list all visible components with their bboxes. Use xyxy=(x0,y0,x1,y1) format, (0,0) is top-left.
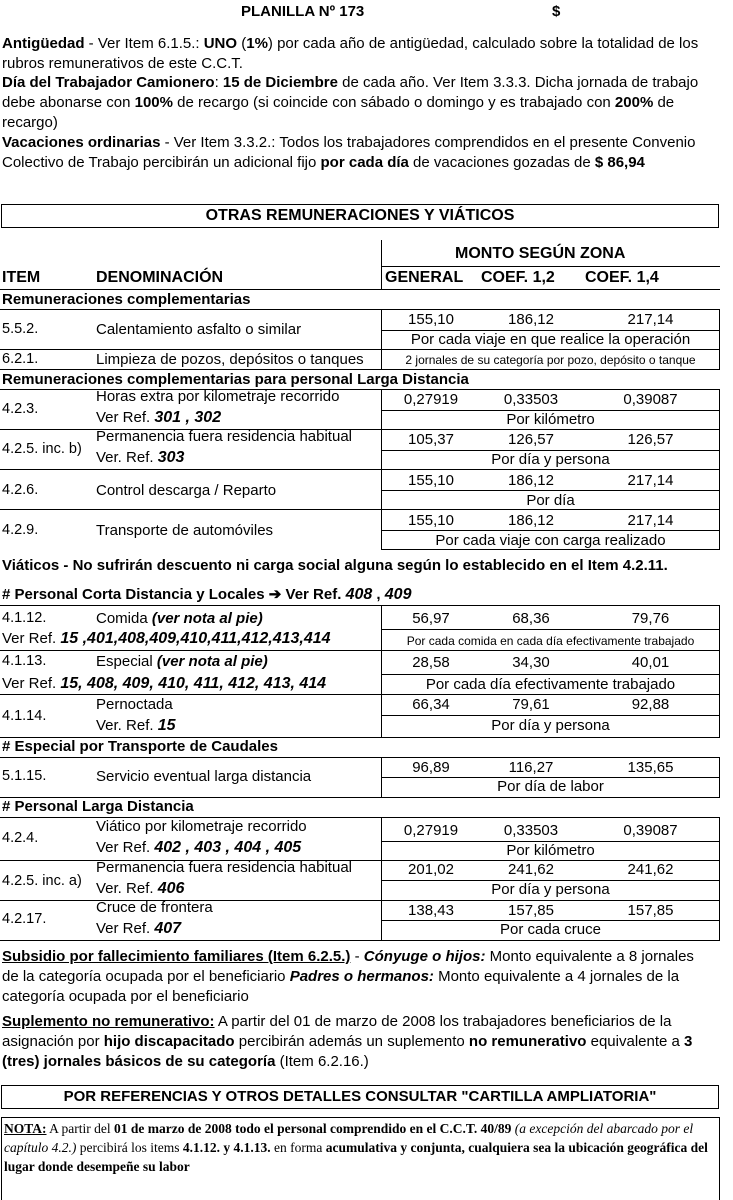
col-general-header: GENERAL xyxy=(385,269,464,286)
value-general: 96,89 xyxy=(412,759,450,776)
item-denominacion: Permanencia fuera residencia habitual xyxy=(96,859,352,876)
item-code: 6.2.1. xyxy=(2,351,39,367)
item-ref: Ver Ref. 15 ,401,408,409,410,411,412,413,414 xyxy=(2,630,331,647)
value-coef14: 157,85 xyxy=(627,902,674,919)
value-general: 105,37 xyxy=(408,431,454,448)
value-coef14: 126,57 xyxy=(627,431,674,448)
value-coef14: 79,76 xyxy=(631,610,670,627)
item-code: 4.2.6. xyxy=(2,482,39,498)
table-title-box xyxy=(1,204,719,228)
value-coef12: 126,57 xyxy=(508,431,554,448)
item-note: Por kilómetro xyxy=(506,411,595,428)
item-denominacion: Control descarga / Reparto xyxy=(96,482,277,499)
value-general: 56,97 xyxy=(412,610,450,627)
section-personal-larga-distancia: # Personal Larga Distancia xyxy=(2,798,194,815)
item-ref: Ver. Ref. 303 xyxy=(96,449,185,466)
item-denominacion: Limpieza de pozos, depósitos o tanques xyxy=(96,351,364,368)
item-note: Por cada viaje con carga realizado xyxy=(435,532,666,549)
value-coef14: 217,14 xyxy=(627,311,674,328)
section-remuneraciones-complementarias: Remuneraciones complementarias xyxy=(2,291,251,308)
value-general: 0,27919 xyxy=(403,822,459,839)
item-code: 5.1.15. xyxy=(2,768,47,784)
currency-symbol: $ xyxy=(552,3,561,20)
nota-box xyxy=(1,1117,720,1200)
col-denominacion-header: DENOMINACIÓN xyxy=(96,269,224,286)
item-denominacion: Pernoctada xyxy=(96,696,173,713)
item-code: 4.2.5. inc. a) xyxy=(2,873,82,889)
item-code: 4.2.3. xyxy=(2,401,39,417)
table-title: OTRAS REMUNERACIONES Y VIÁTICOS xyxy=(205,207,515,224)
value-coef12: 186,12 xyxy=(508,472,554,489)
value-coef12: 157,85 xyxy=(508,902,554,919)
item-code: 4.2.4. xyxy=(2,830,39,846)
section-transporte-caudales: # Especial por Transporte de Caudales xyxy=(2,738,278,755)
item-note: Por día xyxy=(526,492,575,509)
item-code: 4.2.17. xyxy=(2,911,47,927)
item-ref: Ver Ref. 402 , 403 , 404 , 405 xyxy=(96,839,302,856)
item-denominacion: Calentamiento asfalto o similar xyxy=(96,321,302,338)
referencias-box xyxy=(1,1085,719,1109)
item-code: 4.1.13. xyxy=(2,653,47,669)
item-note: Por día y persona xyxy=(491,717,610,734)
item-denominacion: Cruce de frontera xyxy=(96,899,213,916)
value-coef12: 0,33503 xyxy=(503,822,559,839)
item-note: 2 jornales de su categoría por pozo, depósito o tanque xyxy=(405,353,696,367)
value-general: 0,27919 xyxy=(403,391,459,408)
section-larga-distancia-complementarias: Remuneraciones complementarias para personal Larga Distancia xyxy=(2,371,469,388)
item-denominacion: Horas extra por kilometraje recorrido xyxy=(96,388,340,405)
referencias-text: POR REFERENCIAS Y OTROS DETALLES CONSULTAR "CARTILLA AMPLIATORIA" xyxy=(63,1088,657,1105)
value-coef14: 217,14 xyxy=(627,512,674,529)
value-coef14: 0,39087 xyxy=(623,822,678,839)
subsidio-paragraph: Subsidio por fallecimiento familiares (Item 6.2.5.) - Cónyuge o hijos: Monto equivalente a 8 jornales de la categoría ocupada por el beneficiario Padres o hermanos: Monto equivalente a 4 jornales de la categoría ocupada por el beneficiario xyxy=(2,948,694,1005)
item-ref: Ver Ref. 301 , 302 xyxy=(96,409,222,426)
value-coef14: 92,88 xyxy=(631,696,670,713)
value-coef14: 40,01 xyxy=(631,654,670,671)
value-general: 155,10 xyxy=(408,472,454,489)
value-coef12: 0,33503 xyxy=(503,391,559,408)
item-denominacion: Especial (ver nota al pie) xyxy=(96,653,268,670)
item-code: 4.2.5. inc. b) xyxy=(2,441,82,457)
item-ref: Ver Ref. 15, 408, 409, 410, 411, 412, 413, 414 xyxy=(2,675,327,692)
item-note: Por cada comida en cada día efectivamente trabajado xyxy=(406,634,695,648)
col-coef14-header: COEF. 1,4 xyxy=(585,269,659,286)
value-coef12: 34,30 xyxy=(512,654,550,671)
item-note: Por día y persona xyxy=(491,451,610,468)
col-item-header: ITEM xyxy=(2,269,41,286)
value-coef12: 186,12 xyxy=(508,512,554,529)
item-note: Por cada cruce xyxy=(500,921,601,938)
item-note: Por día y persona xyxy=(491,881,610,898)
item-ref: Ver. Ref. 15 xyxy=(96,717,176,734)
value-coef12: 116,27 xyxy=(508,759,554,776)
value-general: 155,10 xyxy=(408,311,454,328)
value-coef12: 241,62 xyxy=(508,861,554,878)
item-note: Por día de labor xyxy=(497,778,604,795)
viaticos-statement: Viáticos - No sufrirán descuento ni carga social alguna según lo establecido en el Item 4.2.11. xyxy=(2,557,668,574)
value-general: 155,10 xyxy=(408,512,454,529)
item-denominacion: Permanencia fuera residencia habitual xyxy=(96,428,352,445)
item-denominacion: Servicio eventual larga distancia xyxy=(96,768,312,785)
value-general: 201,02 xyxy=(408,861,454,878)
item-note: Por kilómetro xyxy=(506,842,595,859)
antiguedad-paragraph: Antigüedad - Ver Item 6.1.5.: UNO (1%) por cada año de antigüedad, calculado sobre la totalidad de los rubros remunerativos de este C.C.T. xyxy=(2,35,699,72)
value-coef12: 186,12 xyxy=(508,311,554,328)
value-coef12: 68,36 xyxy=(512,610,550,627)
item-ref: Ver Ref. 407 xyxy=(96,920,182,937)
item-note: Por cada día efectivamente trabajado xyxy=(425,676,676,693)
item-denominacion: Transporte de automóviles xyxy=(96,522,274,539)
item-denominacion: Viático por kilometraje recorrido xyxy=(96,818,307,835)
dia-camionero-paragraph: Día del Trabajador Camionero: 15 de Diciembre de cada año. Ver Item 3.3.3. Dicha jornada de trabajo debe abonarse con 100% de recargo (si coincide con sábado o domingo y es trabajado con 200% de recargo) xyxy=(2,74,699,131)
item-note: Por cada viaje en que realice la operación xyxy=(410,331,691,348)
value-general: 138,43 xyxy=(408,902,454,919)
item-code: 4.1.14. xyxy=(2,708,47,724)
item-code: 5.5.2. xyxy=(2,321,39,337)
page-title: PLANILLA Nº 173 xyxy=(241,3,365,20)
value-coef14: 217,14 xyxy=(627,472,674,489)
item-ref: Ver. Ref. 406 xyxy=(96,880,185,897)
value-coef12: 79,61 xyxy=(512,696,550,713)
value-general: 66,34 xyxy=(412,696,450,713)
nota-text: NOTA: A partir del 01 de marzo de 2008 todo el personal comprendido en el C.C.T. 40/89 (a excepción del abarcado por el capítulo 4.2.) percibirá los items 4.1.12. y 4.1.13. en forma acumulativa y conjunta, cualquiera sea la ubicación geográfica del lugar donde desempeñe su labor xyxy=(4,1121,708,1174)
value-coef14: 135,65 xyxy=(627,759,674,776)
item-code: 4.1.12. xyxy=(2,610,47,626)
monto-header: MONTO SEGÚN ZONA xyxy=(455,245,626,262)
item-denominacion: Comida (ver nota al pie) xyxy=(96,610,263,627)
item-code: 4.2.9. xyxy=(2,522,39,538)
section-corta-distancia: # Personal Corta Distancia y Locales ➔ Ver Ref. 408 , 409 xyxy=(2,586,412,603)
value-general: 28,58 xyxy=(412,654,450,671)
value-coef14: 241,62 xyxy=(627,861,674,878)
suplemento-paragraph: Suplemento no remunerativo: A partir del 01 de marzo de 2008 los trabajadores beneficiarios de la asignación por hijo discapacitado percibirán además un suplemento no remunerativo equivalente a 3 (tres) jornales básicos de su categoría (Item 6.2.16.) xyxy=(2,1013,693,1070)
vacaciones-paragraph: Vacaciones ordinarias - Ver Item 3.3.2.: Todos los trabajadores comprendidos en el presente Convenio Colectivo de Trabajo percibirán un adicional fijo por cada día de vacaciones gozadas de $ 86,94 xyxy=(2,134,696,171)
value-coef14: 0,39087 xyxy=(623,391,678,408)
col-coef12-header: COEF. 1,2 xyxy=(481,269,555,286)
